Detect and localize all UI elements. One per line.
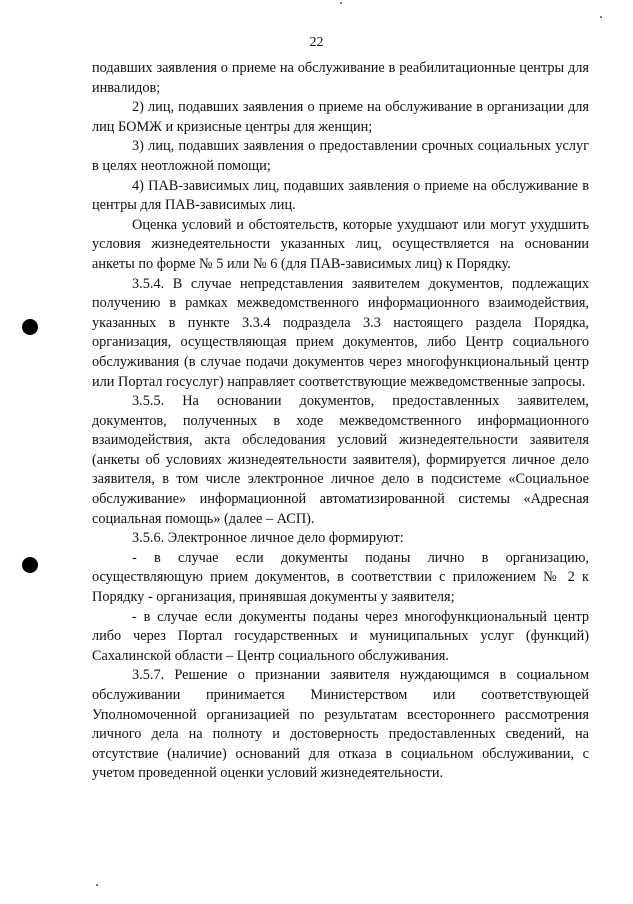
- scan-speck: [340, 2, 342, 4]
- paragraph: 3.5.5. На основании документов, предоставленных заявителем, документов, полученных в ходе межведомственного информационного взаимодействия, акта обследования условий жизнедеятельности заявителя (анкеты об условиях жизнедеятельности заявителя), формируется личное дело заявителя, в том числе электронное личное дело в подсистеме «Социальное обслуживание» информационной автоматизированной системы «Адресная социальная помощь» (далее – АСП).: [92, 393, 589, 527]
- paragraph: 3.5.6. Электронное личное дело формируют:: [132, 530, 404, 547]
- paragraph: Оценка условий и обстоятельств, которые ухудшают или могут ухудшить условия жизнедеятельности указанных лиц, осуществляется на основании анкеты по форме № 5 или № 6 (для ПАВ-зависимых лиц) к Порядку.: [92, 216, 589, 272]
- paragraph: подавших заявления о приеме на обслуживание в реабилитационные центры для инвалидов;: [92, 60, 589, 96]
- paragraph: 4) ПАВ-зависимых лиц, подавших заявления о приеме на обслуживание в центры для ПАВ-зависимых лиц.: [92, 177, 589, 214]
- paragraph: 2) лиц, подавших заявления о приеме на обслуживание в организации для лиц БОМЖ и кризисные центры для женщин;: [92, 99, 589, 135]
- paragraph: 3.5.4. В случае непредставления заявителем документов, подлежащих получению в рамках межведомственного информационного взаимодействия, указанных в пункте 3.3.4 подраздела 3.3 настоящего раздела Порядка, организация, осуществляющая прием документов, либо Центр социального обслуживания (в случае подачи документов через многофункциональный центр или Портал госуслуг) направляет соответствующие межведомственные запросы.: [92, 275, 589, 390]
- binder-hole: [22, 319, 38, 335]
- paragraph: - в случае если документы поданы лично в организацию, осуществляющую прием документов, в соответствии с приложением № 2 к Порядку - организация, принявшая документы у заявителя;: [92, 549, 589, 606]
- scan-speck: [600, 16, 602, 18]
- paragraph: 3.5.7. Решение о признании заявителя нуждающимся в социальном обслуживании принимается Министерством или соответствующей Уполномоченной организацией по результатам всестороннего рассмотрения личного дела на полноту и достоверность предоставленных сведений, на отсутствие (наличие) оснований для отказа в социальном обслуживании, с учетом проведенной оценки условий жизнедеятельности.: [92, 667, 589, 782]
- page-number: 22: [309, 35, 324, 50]
- paragraph: - в случае если документы поданы через многофункциональный центр либо через Портал государственных и муниципальных услуг (функций) Сахалинской области – Центр социального обслуживания.: [92, 608, 589, 664]
- paragraph: 3) лиц, подавших заявления о предоставлении срочных социальных услуг в целях неотложной помощи;: [92, 138, 589, 174]
- scan-speck: [96, 884, 98, 886]
- document-body: [92, 59, 589, 784]
- binder-hole: [22, 557, 38, 573]
